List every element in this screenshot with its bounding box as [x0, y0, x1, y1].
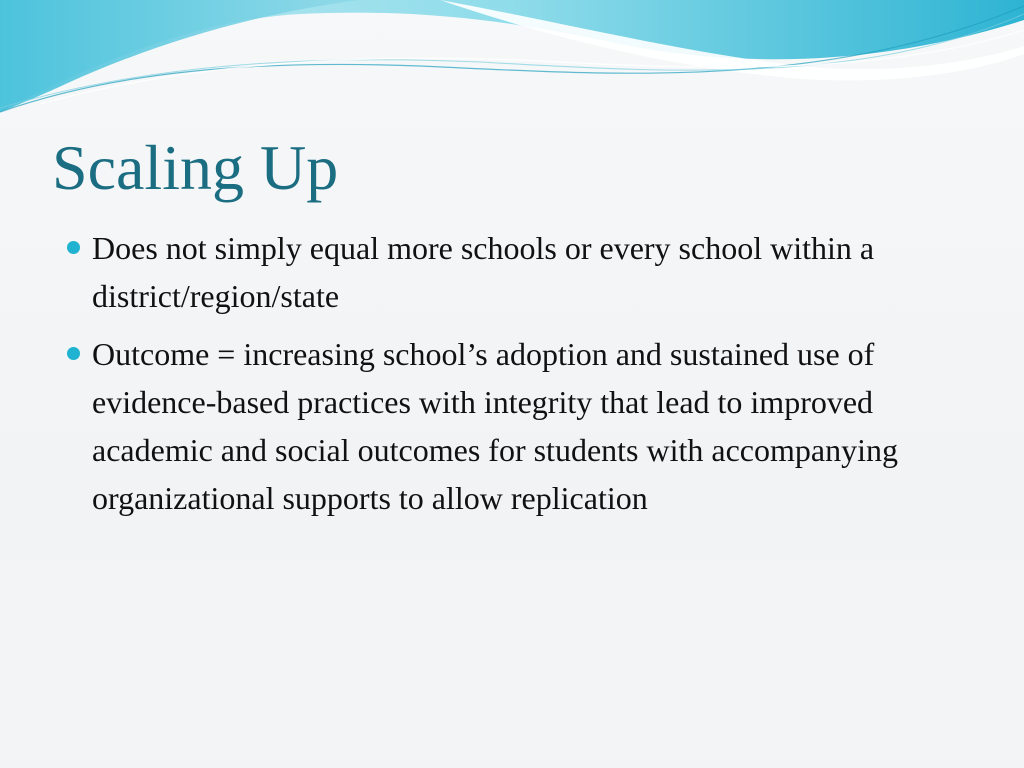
bullet-item — [62, 224, 962, 320]
circle-bullet-icon — [67, 347, 80, 360]
slide-title: Scaling Up — [52, 132, 339, 203]
bullet-text: Outcome = increasing school’s adoption and sustained use of evidence-based practices with integrity that lead to improved academic and social outcomes for students with accompanying organizational supports to allow replication — [92, 336, 898, 516]
bullet-text: Does not simply equal more schools or every school within a district/region/state — [92, 230, 875, 314]
bullet-list — [62, 224, 962, 532]
bullet-item — [62, 330, 962, 522]
wave-decoration — [0, 0, 1024, 130]
circle-bullet-icon — [67, 241, 80, 254]
